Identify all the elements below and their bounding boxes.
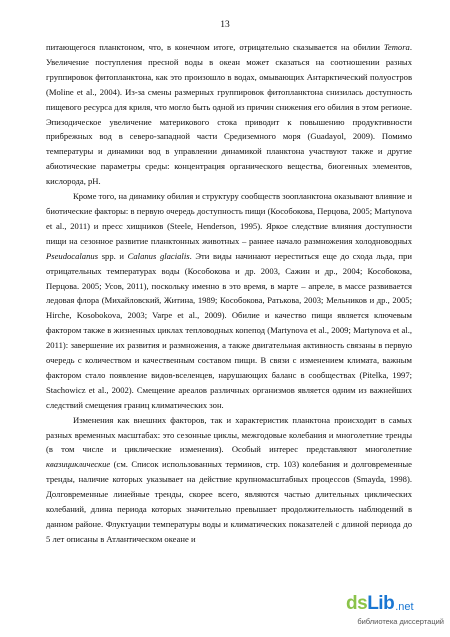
logo-tld-text: .net	[395, 601, 414, 613]
page-number: 13	[220, 20, 230, 30]
watermark-logo[interactable]	[332, 593, 444, 633]
watermark-caption: библиотека диссертаций	[357, 617, 444, 626]
paragraph-1: питающегося планктоном, что, в конечном итоге, отрицательно сказывается на обилии Temora. Увеличение поступления пресной воды в океан может сказаться на соотношении разных группировок фитопланктона, как это произошло в водах, омывающих Антарктический полуостров (Moline et al., 2004). Из-за смены размерных группировок фитопланктона снизилась доступность пищевого ресурса для криля, что могло быть одной из причин снижения его обилия в этом регионе. Эпизодическое увеличение материкового стока приводит к повышению продуктивности прибрежных вод в северо-западной части Средиземного моря (Guadayol, 2009). Помимо температуры и динамики вод в управлении динамикой планктона участвуют также и другие абиотические параметры среды: концентрация органического вещества, биогенных элементов, кислорода, pH.	[46, 42, 412, 187]
paragraph-2: Кроме того, на динамику обилия и структуру сообществ зоопланктона оказывают влияние и биотические факторы: в первую очередь доступность пищи (Кособокова, Перцова, 2005; Martynova et al., 2011) и пресс хищников (Steele, Henderson, 1995). Яркое следствие влияния доступности пищи на сезонное развитие планктонных животных – раннее начало размножения холодноводных Pseudocalanus spp. и Calanus glacialis. Эти виды начинают нереститься еще до схода льда, при отрицательных температурах воды (Кособокова и др. 2003, Сажин и др., 2004; Кособокова, Перцова. 2005; Усов, 2011), поскольку именно в это время, в марте – апреле, в массе развивается ледовая флора (Михайловский, Житина, 1989; Кособокова, Ратькова, 2003; Мельников и др., 2005; Hirche, Kosobokova, 2003; Varpe et al., 2009). Обилие и качество пищи является ключевым фактором также в жизненных циклах тепловодных копепод (Martynova et al., 2009; Martynova et al., 2011): завершение их развития и размножения, а также двигательная активность связаны в первую очередь с количеством и качественным составом пищи. В связи с изменением климата, важным фактором стало появление видов-вселенцев, нарушающих баланс в сообществах (Pitelka, 1997; Stachowicz et al., 2002). Смещение ареалов различных организмов является одним из важнейших следствий смещения границ климатических зон.	[46, 191, 412, 410]
logo-ds-text: ds	[346, 593, 368, 614]
dslib-logo	[346, 593, 414, 615]
logo-lib-text: Lib	[367, 593, 395, 614]
paragraph-3: Изменения как внешних факторов, так и характеристик планктона происходит в самых разных временных масштабах: это сезонные циклы, межгодовые колебания и многолетние тренды (в том числе и циклические изменения). Особый интерес представляют многолетние квазициклические (см. Список использованных терминов, стр. 103) колебания и долговременные тренды, наличие которых указывает на действие крупномасштабных процессов (Smayda, 1998). Долговременные линейные тренды, скорее всего, являются частью длительных циклических колебаний, длина периода которых значительно превышает продолжительность наблюдений в данном районе. Флуктуации температуры воды и климатических показателей с длиной периода до 5 лет описаны в Атлантическом океане и	[46, 414, 412, 544]
body-text	[46, 40, 412, 547]
